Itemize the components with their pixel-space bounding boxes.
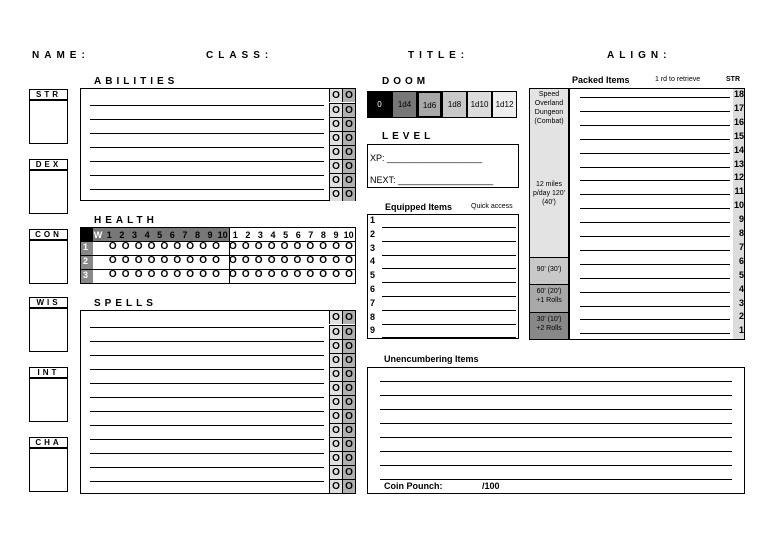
spell-checkbox[interactable]: O <box>342 340 355 353</box>
packed-slot-line[interactable] <box>580 153 730 154</box>
ability-checkbox-pair[interactable] <box>329 103 355 117</box>
equipped-slot-line[interactable] <box>382 268 516 269</box>
health-circle[interactable]: O <box>121 241 130 252</box>
ability-checkbox-pair[interactable] <box>329 131 355 145</box>
health-circle[interactable]: O <box>173 241 182 252</box>
packed-slot-line[interactable] <box>580 306 730 307</box>
ability-checkbox[interactable]: O <box>342 118 355 131</box>
doom-die-1d4[interactable]: 1d4 <box>392 91 417 118</box>
health-circle[interactable]: O <box>280 269 289 280</box>
health-row-line <box>81 241 355 242</box>
packed-slot-number: 3 <box>738 297 744 308</box>
health-number: 6 <box>295 230 301 240</box>
ability-line[interactable] <box>90 119 324 120</box>
health-circle[interactable]: O <box>121 269 130 280</box>
packed-slot-number: 6 <box>738 255 744 266</box>
packed-slot-line[interactable] <box>580 180 730 181</box>
spell-checkbox[interactable]: O <box>342 480 355 493</box>
ability-checkbox[interactable]: O <box>329 132 342 145</box>
spell-checkbox[interactable]: O <box>329 438 342 451</box>
speed-tier2-line: 60' (20') <box>536 288 562 295</box>
spell-checkbox-pair[interactable] <box>329 437 355 451</box>
health-circle[interactable]: O <box>147 269 156 280</box>
packed-slot-number: 15 <box>733 130 744 141</box>
health-circle[interactable]: O <box>121 255 130 266</box>
equipped-slot-number: 6 <box>370 284 376 294</box>
health-number: 9 <box>207 230 213 240</box>
packed-slot-number: 7 <box>738 241 744 252</box>
spell-checkbox-pair[interactable] <box>329 409 355 423</box>
health-circle[interactable]: O <box>212 269 220 280</box>
ability-checkbox-pair[interactable] <box>329 159 355 173</box>
packed-note: 1 rd to retrieve <box>655 76 701 83</box>
spell-line[interactable] <box>90 327 324 328</box>
health-circle[interactable]: O <box>160 269 169 280</box>
abilities-title: ABILITIES <box>94 76 179 87</box>
spell-checkbox[interactable]: O <box>342 438 355 451</box>
ability-checkbox-pair[interactable] <box>329 89 355 103</box>
spell-line[interactable] <box>90 397 324 398</box>
packed-slot-number: 10 <box>733 200 744 211</box>
health-circle[interactable]: O <box>293 255 302 266</box>
health-circle[interactable]: O <box>345 241 353 252</box>
level-title: LEVEL <box>382 131 435 142</box>
health-row-number: 1 <box>83 242 89 252</box>
packed-slot-number: 13 <box>733 158 744 169</box>
health-circle[interactable]: O <box>293 241 302 252</box>
health-circle[interactable]: O <box>186 269 195 280</box>
health-circle[interactable]: O <box>160 255 169 266</box>
doom-die-1d12[interactable]: 1d12 <box>492 91 517 118</box>
spell-checkbox[interactable]: O <box>342 382 355 395</box>
unencumbering-line[interactable] <box>380 409 732 410</box>
equipped-slot-number: 5 <box>370 270 376 281</box>
health-circle[interactable]: O <box>212 255 220 266</box>
speed-base-line: p/day 120' <box>532 190 566 197</box>
health-circle[interactable]: O <box>160 241 169 252</box>
spell-line[interactable] <box>90 341 324 342</box>
spell-line[interactable] <box>90 453 324 454</box>
spell-line[interactable] <box>90 355 324 356</box>
equipped-slot-line[interactable] <box>382 282 516 283</box>
speed-tier3-line: +2 Rolls <box>536 325 562 332</box>
spell-checkbox[interactable]: O <box>342 368 355 381</box>
spell-checkbox[interactable]: O <box>329 396 342 409</box>
health-circle[interactable]: O <box>319 241 328 252</box>
packed-slot-number: 12 <box>733 172 744 183</box>
title-label: TITLE: <box>408 50 470 61</box>
health-circle[interactable]: O <box>332 241 340 252</box>
health-circle[interactable]: O <box>293 269 302 280</box>
spell-checkbox-pair[interactable] <box>329 353 355 367</box>
stat-label-int: INT <box>29 367 68 378</box>
equipped-slot-number: 1 <box>370 215 376 225</box>
ability-checkbox[interactable]: O <box>342 160 355 173</box>
packed-slot-number: 11 <box>734 186 744 197</box>
equipped-slot-number: 4 <box>370 256 376 267</box>
ability-checkbox[interactable]: O <box>342 89 355 102</box>
spell-line[interactable] <box>90 411 324 412</box>
spells-title: SPELLS <box>94 298 157 309</box>
health-number: 9 <box>333 230 339 240</box>
spell-checkbox[interactable]: O <box>329 410 342 423</box>
health-circle[interactable]: O <box>147 255 156 266</box>
health-number: 7 <box>182 230 188 240</box>
health-circle[interactable]: O <box>345 269 353 280</box>
spell-checkbox-pair[interactable] <box>329 395 355 409</box>
coin-label: Coin Pounch: <box>384 481 443 491</box>
health-circle[interactable]: O <box>96 269 104 280</box>
stat-value-int[interactable] <box>29 378 68 422</box>
health-circle[interactable]: O <box>96 241 104 252</box>
packed-slot-line[interactable] <box>580 97 730 98</box>
health-row-number: 3 <box>83 270 89 280</box>
equipped-slot-line[interactable] <box>382 296 516 297</box>
stat-label-wis: WIS <box>29 297 68 308</box>
ability-checkbox[interactable]: O <box>329 89 342 102</box>
packed-slot-number: 17 <box>733 102 744 113</box>
packed-slot-line[interactable] <box>580 111 730 112</box>
health-circle[interactable]: O <box>241 241 250 252</box>
health-number: 8 <box>194 230 200 240</box>
ability-checkbox[interactable]: O <box>329 160 342 173</box>
spell-checkbox[interactable]: O <box>329 340 342 353</box>
health-circle[interactable]: O <box>229 269 237 280</box>
speed-base-line: 12 miles <box>535 181 563 188</box>
packed-slot-number: 8 <box>738 228 744 238</box>
health-number: 8 <box>320 230 326 240</box>
doom-die-1d6[interactable]: 1d6 <box>417 91 442 118</box>
health-circle[interactable]: O <box>254 241 263 252</box>
health-circle[interactable]: O <box>332 255 340 266</box>
health-circle[interactable]: O <box>186 241 195 252</box>
spell-line[interactable] <box>90 439 324 440</box>
health-number: 3 <box>257 230 263 240</box>
coin-max: /100 <box>482 481 500 491</box>
spell-checkbox-pair[interactable] <box>329 451 355 465</box>
packed-slot-line[interactable] <box>580 222 730 223</box>
equipped-slot-line[interactable] <box>382 241 516 242</box>
spell-checkbox-pair[interactable] <box>329 311 355 325</box>
doom-die-1d8[interactable]: 1d8 <box>442 91 467 118</box>
doom-title: DOOM <box>382 76 430 87</box>
spell-checkbox[interactable]: O <box>329 311 342 324</box>
packed-slot-number: 14 <box>733 144 744 155</box>
health-header-row <box>93 228 355 242</box>
health-number: 5 <box>157 230 163 240</box>
health-circle[interactable]: O <box>319 255 328 266</box>
health-circle[interactable]: O <box>306 241 315 252</box>
ability-checkbox[interactable]: O <box>329 146 342 159</box>
spell-checkbox[interactable]: O <box>342 410 355 423</box>
health-circle[interactable]: O <box>241 255 250 266</box>
ability-checkbox-pair[interactable] <box>329 187 355 201</box>
unencumbering-line[interactable] <box>380 381 732 382</box>
health-circle[interactable]: O <box>134 255 143 266</box>
spell-checkbox-pair[interactable] <box>329 339 355 353</box>
equipped-slot-line[interactable] <box>382 227 516 228</box>
equipped-slot-number: 9 <box>370 325 376 336</box>
stat-value-con[interactable] <box>29 240 68 284</box>
health-number: 2 <box>119 230 125 240</box>
health-number: 10 <box>217 230 228 240</box>
packed-slot-number: 16 <box>733 116 744 127</box>
stat-value-wis[interactable] <box>29 308 68 352</box>
health-circle[interactable]: O <box>186 255 195 266</box>
packed-slot-line[interactable] <box>580 167 730 168</box>
health-circle[interactable]: O <box>319 269 328 280</box>
unencumbering-line[interactable] <box>380 465 732 466</box>
spell-checkbox-pair[interactable] <box>329 367 355 381</box>
health-circle[interactable]: O <box>306 269 315 280</box>
health-number: 5 <box>283 230 289 240</box>
ability-checkbox[interactable]: O <box>342 188 355 201</box>
stat-label-str: STR <box>29 89 68 100</box>
stat-value-dex[interactable] <box>29 170 68 214</box>
ability-line[interactable] <box>90 189 324 190</box>
packed-slot-number: 5 <box>738 269 744 280</box>
doom-die-0[interactable]: 0 <box>367 91 392 118</box>
stat-value-str[interactable] <box>29 100 68 144</box>
spell-checkbox[interactable]: O <box>342 326 355 339</box>
health-circle[interactable]: O <box>199 269 207 280</box>
spell-checkbox-pair[interactable] <box>329 479 355 493</box>
equipped-slot-line[interactable] <box>382 255 516 256</box>
packed-slot-line[interactable] <box>580 333 730 334</box>
packed-slot-number: 9 <box>738 214 744 225</box>
spell-checkbox[interactable]: O <box>342 311 355 324</box>
ability-checkbox-pair[interactable] <box>329 173 355 187</box>
health-number: 3 <box>131 230 137 240</box>
align-label: ALIGN: <box>607 50 672 61</box>
packed-slot-number: 4 <box>738 283 744 294</box>
ability-line[interactable] <box>90 133 324 134</box>
spell-checkbox[interactable]: O <box>342 466 355 479</box>
unencumbering-line[interactable] <box>380 437 732 438</box>
stat-label-cha: CHA <box>29 437 68 448</box>
packed-slot-line[interactable] <box>580 236 730 237</box>
spell-checkbox[interactable]: O <box>342 452 355 465</box>
spell-line[interactable] <box>90 467 324 468</box>
spell-checkbox-pair[interactable] <box>329 465 355 479</box>
ability-checkbox-pair[interactable] <box>329 117 355 131</box>
unencumbering-line[interactable] <box>380 395 732 396</box>
health-circle[interactable]: O <box>212 241 220 252</box>
speed-base-line: (40') <box>542 199 556 206</box>
stat-value-cha[interactable] <box>29 448 68 492</box>
health-circle[interactable]: O <box>280 255 289 266</box>
spell-checkbox[interactable]: O <box>329 354 342 367</box>
speed-tier1: 90' (30') <box>536 266 562 273</box>
ability-line[interactable] <box>90 105 324 106</box>
xp-field[interactable]: XP: ___________________ <box>370 153 483 163</box>
health-circle[interactable]: O <box>108 241 117 252</box>
speed-title-line: Speed <box>538 91 560 98</box>
health-number: 1 <box>106 230 112 240</box>
spell-checkbox[interactable]: O <box>329 368 342 381</box>
health-circle[interactable]: O <box>267 255 276 266</box>
speed-title-line: Overland <box>534 100 564 107</box>
health-circle[interactable]: O <box>332 269 340 280</box>
packed-slot-line[interactable] <box>580 319 730 320</box>
speed-title-line: Dungeon <box>534 109 564 116</box>
equipped-slot-line[interactable] <box>382 324 516 325</box>
ability-line[interactable] <box>90 147 324 148</box>
equipped-slot-line[interactable] <box>382 337 516 338</box>
health-number: 7 <box>308 230 314 240</box>
health-circle[interactable]: O <box>134 241 143 252</box>
health-number: 6 <box>169 230 175 240</box>
ability-line[interactable] <box>90 161 324 162</box>
ability-checkbox[interactable]: O <box>342 104 355 117</box>
unencumbering-box <box>367 367 745 494</box>
packed-str-label: STR <box>726 76 740 83</box>
health-circle[interactable]: O <box>267 241 276 252</box>
stat-label-dex: DEX <box>29 159 68 170</box>
equipped-slot-line[interactable] <box>382 310 516 311</box>
health-circle[interactable]: O <box>147 241 156 252</box>
ability-checkbox-pair[interactable] <box>329 145 355 159</box>
spell-checkbox[interactable]: O <box>329 424 342 437</box>
health-number: 4 <box>144 230 150 240</box>
spell-checkbox[interactable]: O <box>329 452 342 465</box>
packed-slot-line[interactable] <box>580 208 730 209</box>
health-w-label: W <box>93 230 103 240</box>
packed-slot-line[interactable] <box>580 278 730 279</box>
class-label: CLASS: <box>206 50 274 61</box>
packed-box <box>569 88 745 340</box>
health-circle[interactable]: O <box>280 241 289 252</box>
packed-slot-number: 2 <box>738 311 744 322</box>
spell-checkbox[interactable]: O <box>329 466 342 479</box>
packed-slot-number: 18 <box>733 89 744 99</box>
spell-checkbox[interactable]: O <box>329 326 342 339</box>
equipped-slot-number: 3 <box>370 242 376 253</box>
ability-line[interactable] <box>90 175 324 176</box>
spell-checkbox[interactable]: O <box>342 424 355 437</box>
health-number: 10 <box>343 230 354 240</box>
health-circle[interactable]: O <box>199 241 207 252</box>
health-circle[interactable]: O <box>254 269 263 280</box>
equipped-slot-number: 7 <box>370 297 376 308</box>
spell-checkbox-pair[interactable] <box>329 423 355 437</box>
name-label: NAME: <box>32 50 90 61</box>
ability-checkbox[interactable]: O <box>342 132 355 145</box>
health-circle[interactable]: O <box>306 255 315 266</box>
equipped-slot-number: 8 <box>370 311 376 322</box>
health-circle[interactable]: O <box>229 255 237 266</box>
health-circle[interactable]: O <box>229 241 237 252</box>
packed-slot-line[interactable] <box>580 125 730 126</box>
health-circle[interactable]: O <box>173 255 182 266</box>
health-title: HEALTH <box>94 215 158 226</box>
next-field[interactable]: NEXT: ___________________ <box>370 175 494 185</box>
health-row-number: 2 <box>83 256 89 266</box>
health-circle[interactable]: O <box>241 269 250 280</box>
spell-line[interactable] <box>90 383 324 384</box>
unencumbering-line[interactable] <box>380 479 732 480</box>
unencumbering-line[interactable] <box>380 451 732 452</box>
health-circle[interactable]: O <box>345 255 353 266</box>
equipped-box <box>367 214 519 339</box>
ability-checkbox[interactable]: O <box>342 174 355 187</box>
packed-title: Packed Items <box>572 75 630 85</box>
health-circle[interactable]: O <box>108 269 117 280</box>
spell-checkbox-pair[interactable] <box>329 325 355 339</box>
ability-checkbox[interactable]: O <box>329 118 342 131</box>
spell-checkbox[interactable]: O <box>342 396 355 409</box>
unencumbering-line[interactable] <box>380 423 732 424</box>
packed-slot-line[interactable] <box>580 194 730 195</box>
equipped-slot-number: 2 <box>370 228 376 239</box>
health-circle[interactable]: O <box>199 255 207 266</box>
spell-line[interactable] <box>90 369 324 370</box>
packed-slot-line[interactable] <box>580 292 730 293</box>
spell-checkbox-pair[interactable] <box>329 381 355 395</box>
health-number: 1 <box>232 230 238 240</box>
stat-label-con: CON <box>29 229 68 240</box>
speed-title-line: (Combat) <box>534 118 564 125</box>
health-circle[interactable]: O <box>134 269 143 280</box>
ability-checkbox[interactable]: O <box>329 188 342 201</box>
packed-slot-number: 1 <box>738 325 744 336</box>
health-circle[interactable]: O <box>254 255 263 266</box>
health-corner <box>81 228 93 241</box>
health-circle[interactable]: O <box>173 269 182 280</box>
packed-slot-line[interactable] <box>580 139 730 140</box>
equipped-title: Equipped Items <box>385 202 453 212</box>
packed-slot-line[interactable] <box>580 250 730 251</box>
speed-tier2-line: +1 Rolls <box>536 297 562 304</box>
speed-tier3-line: 30' (10') <box>536 316 562 323</box>
equipped-note: Quick access <box>471 203 513 210</box>
spell-checkbox[interactable]: O <box>329 480 342 493</box>
spell-checkbox[interactable]: O <box>342 354 355 367</box>
spell-line[interactable] <box>90 481 324 482</box>
ability-checkbox[interactable]: O <box>329 104 342 117</box>
ability-checkbox[interactable]: O <box>342 146 355 159</box>
health-circle[interactable]: O <box>96 255 104 266</box>
health-number: 4 <box>270 230 276 240</box>
unencumbering-title: Unencumbering Items <box>384 354 479 364</box>
spell-checkbox[interactable]: O <box>329 382 342 395</box>
health-circle[interactable]: O <box>267 269 276 280</box>
ability-checkbox[interactable]: O <box>329 174 342 187</box>
packed-slot-line[interactable] <box>580 264 730 265</box>
health-circle[interactable]: O <box>108 255 117 266</box>
health-number: 2 <box>245 230 251 240</box>
doom-die-1d10[interactable]: 1d10 <box>467 91 492 118</box>
spell-line[interactable] <box>90 425 324 426</box>
